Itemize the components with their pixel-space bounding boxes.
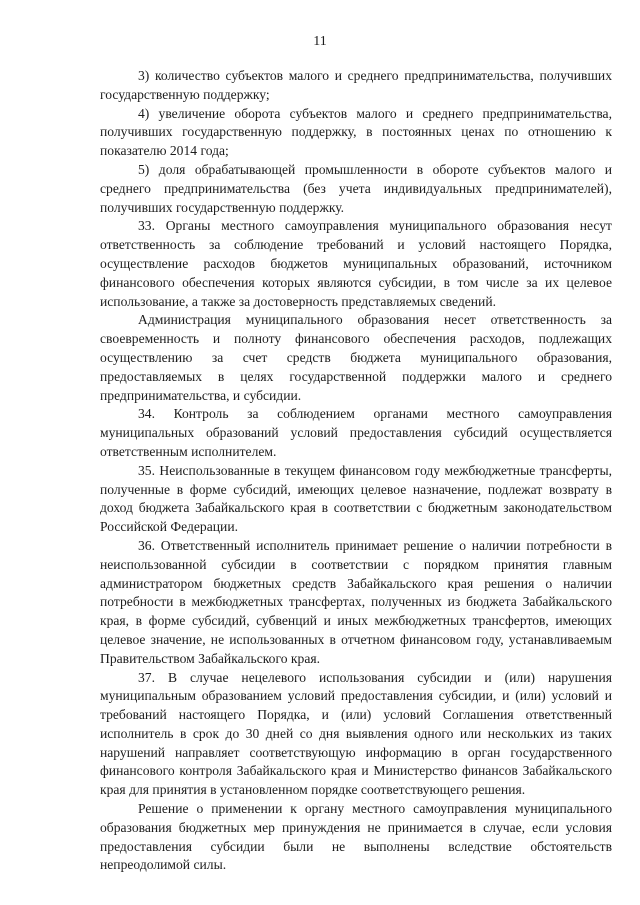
paragraph: 35. Неиспользованные в текущем финансовом году межбюджетные трансферты, полученные в форме субсидий, имеющих целевое назначение, подлежат возврату в доход бюджета Забайкальского края в соответствии с бюджетным законодательством Российской Федерации. (100, 462, 612, 535)
page-number: 11 (313, 34, 327, 49)
paragraph: 34. Контроль за соблюдением органами местного самоуправления муниципальных образований условий предоставления субсидий осуществляется ответственным исполнителем. (100, 406, 612, 459)
paragraph: Решение о применении к органу местного самоуправления муниципального образования бюджетных мер принуждения не принимается в случае, если условия предоставления субсидии были не выполнены вследствие обстоятельств непреодолимой силы. (100, 801, 612, 873)
paragraph: 4) увеличение оборота субъектов малого и среднего предпринимательства, получивших государственную поддержку, в постоянных ценах по отношению к показателю 2014 года; (100, 105, 612, 159)
paragraph: 36. Ответственный исполнитель принимает решение о наличии потребности в неиспользованной субсидии в соответствии с порядком принятия главным администратором бюджетных средств Забайкальского края решения о наличии потребности в межбюджетных трансфертах, полученных из бюджета Забайкальского края, в форме субсидий, субвенций и иных межбюджетных трансфертов, имеющих целевое значение, не использованных в отчетном финансовом году, устанавливаемым Правительством Забайкальского края. (100, 537, 612, 666)
paragraph: 37. В случае нецелевого использования субсидии и (или) нарушения муниципальным образованием условий предоставления субсидии, и (или) условий и требований настоящего Порядка, и (или) условий Соглашения ответственный исполнитель в срок до 30 дней со дня выявления одного или нескольких из таких нарушений направляет соответствующую информацию в орган государственного финансового контроля Забайкальского края и Министерство финансов Забайкальского края для принятия в установленном порядке соответствующего решения. (100, 669, 612, 798)
paragraph: Администрация муниципального образования несет ответственность за своевременность и полноту финансового обеспечения расходов, подлежащих осуществлению за счет средств бюджета муниципального образования, предоставляемых в целях государственной поддержки малого и среднего предпринимательства, и субсидии. (100, 312, 612, 403)
paragraph: 5) доля обрабатывающей промышленности в обороте субъектов малого и среднего предпринимательства (без учета индивидуальных предпринимателей), получивших государственную поддержку. (100, 161, 612, 215)
paragraph: 33. Органы местного самоуправления муниципального образования несут ответственность за соблюдение требований и условий настоящего Порядка, осуществление расходов бюджетов муниципальных образований, источником финансового обеспечения которых являются субсидии, в том числе за их целевое использование, а также за достоверность представляемых сведений. (100, 218, 612, 309)
paragraph: 3) количество субъектов малого и среднего предпринимательства, получивших государственную поддержку; (100, 68, 612, 102)
document-body (100, 67, 612, 875)
